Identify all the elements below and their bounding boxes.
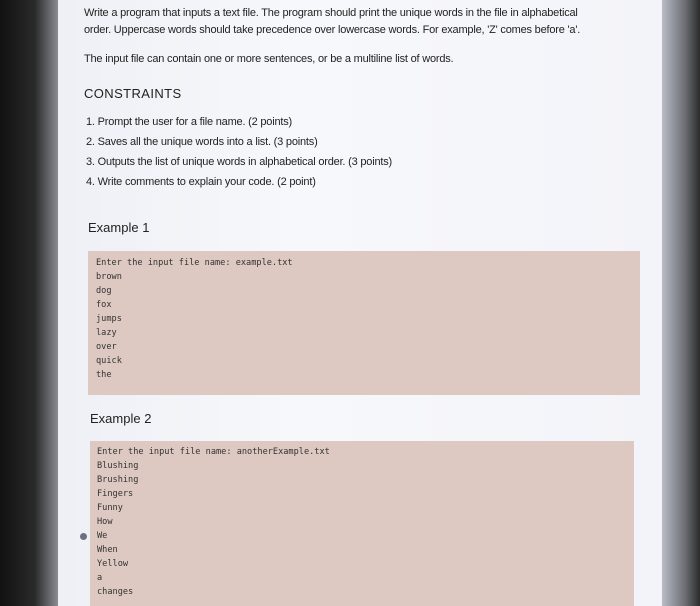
- example-1-word: lazy: [96, 328, 117, 338]
- example-2-word: We: [97, 531, 108, 541]
- intro-line-2: order. Uppercase words should take precedence over lowercase words. For example, 'Z' comes before 'a'.: [84, 24, 581, 36]
- constraint-item: 4. Write comments to explain your code. (2 point): [86, 176, 316, 188]
- example-2-word: Brushing: [97, 475, 139, 485]
- example-2-word: How: [97, 517, 113, 527]
- left-margin: [0, 0, 58, 606]
- example-1-word: over: [96, 342, 117, 352]
- bullet-dot: [80, 533, 87, 540]
- example-2-word: Funny: [97, 503, 123, 513]
- example-2-word: Fingers: [97, 489, 134, 499]
- example-2-heading: Example 2: [90, 411, 152, 426]
- constraint-item: 3. Outputs the list of unique words in alphabetical order. (3 points): [86, 156, 392, 168]
- right-margin: [662, 0, 700, 606]
- example-1-word: jumps: [96, 314, 122, 324]
- example-1-word: the: [96, 370, 112, 380]
- example-2-word: Blushing: [97, 461, 139, 471]
- example-1-word: quick: [96, 356, 122, 366]
- example-2-prompt: Enter the input file name: anotherExample.txt: [97, 447, 330, 457]
- example-1-heading: Example 1: [88, 220, 150, 235]
- example-1-prompt: Enter the input file name: example.txt: [96, 258, 293, 268]
- example-2-code-block: [90, 441, 634, 606]
- example-2-word: When: [97, 545, 118, 555]
- example-2-word: Yellow: [97, 559, 129, 569]
- example-1-code-block: [88, 251, 640, 395]
- example-1-word: fox: [96, 300, 112, 310]
- example-2-word: a: [97, 573, 103, 583]
- intro-line-1: Write a program that inputs a text file. The program should print the unique words in the file in alphabetical: [84, 7, 578, 19]
- example-1-word: brown: [96, 272, 122, 282]
- constraint-item: 1. Prompt the user for a file name. (2 points): [86, 116, 293, 128]
- constraints-heading: CONSTRAINTS: [84, 86, 182, 101]
- example-2-word: changes: [97, 587, 134, 597]
- constraint-item: 2. Saves all the unique words into a list. (3 points): [86, 136, 318, 148]
- intro-line-3: The input file can contain one or more sentences, or be a multiline list of words.: [84, 53, 454, 65]
- example-1-word: dog: [96, 286, 112, 296]
